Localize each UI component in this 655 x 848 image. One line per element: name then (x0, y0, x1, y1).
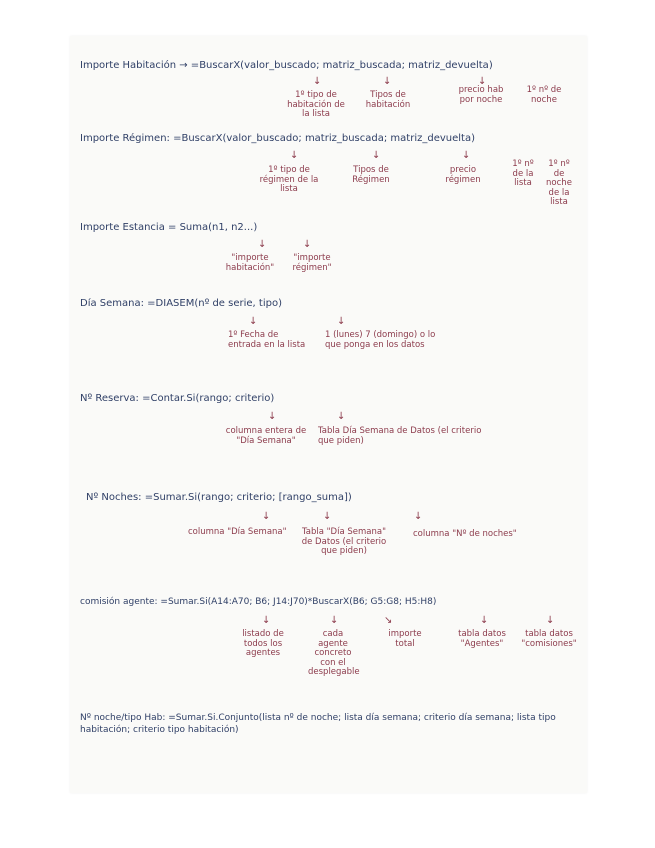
arrow-down-icon: ↓ (268, 411, 277, 422)
formula-comision-agente: comisión agente: =Sumar.Si(A14:A70; B6; J14:J70)*BuscarX(B6; G5:G8; H5:H8) (80, 597, 437, 607)
note-weekday-range: 1 (lunes) 7 (domingo) o lo que ponga en los datos (325, 330, 436, 350)
formula-dia-semana: Día Semana: =DIASEM(nº de serie, tipo) (80, 298, 282, 309)
arrow-down-icon: ↓ (303, 239, 312, 250)
note-weekday-column-2: columna "Día Semana" (188, 527, 287, 537)
note-nights-column: columna "Nº de noches" (413, 529, 517, 539)
arrow-down-icon: ↓ (330, 615, 339, 626)
arrow-down-icon: ↓ (462, 150, 471, 161)
note-total-amount: importe total (388, 629, 422, 649)
arrow-down-icon: ↓ (258, 239, 267, 250)
arrow-down-icon: ↓ (337, 316, 346, 327)
note-room-price: precio hab por noche (458, 85, 504, 105)
arrow-down-icon: ↓ (249, 316, 258, 327)
note-commissions-table: tabla datos "comisiones" (521, 629, 577, 649)
arrow-down-icon: ↓ (478, 76, 487, 87)
formula-num-noches: Nº Noches: =Sumar.Si(rango; criterio; [rango_suma]) (86, 492, 352, 503)
arrow-down-icon: ↓ (313, 76, 322, 87)
formula-importe-estancia: Importe Estancia = Suma(n1, n2...) (80, 222, 258, 233)
note-agent-dropdown: cada agente concreto con el desplegable (308, 629, 360, 678)
arrow-down-icon: ↓ (337, 411, 346, 422)
note-agents-table: tabla datos "Agentes" (458, 629, 506, 649)
arrow-down-icon: ↓ (290, 150, 299, 161)
note-first-list-number: 1º nº de la lista (512, 159, 534, 189)
note-regimen-types: Tipos de Régimen (352, 165, 390, 185)
note-weekday-table-2: Tabla "Día Semana" de Datos (el criterio que piden) (301, 527, 387, 557)
handwritten-notes-paper (70, 36, 587, 793)
note-first-room-type: 1º tipo de habitación de la lista (287, 90, 345, 120)
formula-importe-habitacion: Importe Habitación → =BuscarX(valor_buscado; matriz_buscada; matriz_devuelta) (80, 60, 493, 71)
arrow-down-icon: ↓ (323, 511, 332, 522)
arrow-down-icon: ↓ (262, 615, 271, 626)
arrow-down-icon: ↓ (414, 511, 423, 522)
note-entry-date: 1º Fecha de entrada en la lista (228, 330, 306, 350)
arrow-down-icon: ↘ (384, 615, 393, 626)
note-first-regimen-type: 1º tipo de régimen de la lista (259, 165, 319, 195)
formula-noches-tipo-hab: Nº noche/tipo Hab: =Sumar.Si.Conjunto(lista nº de noche; lista día semana; criterio día semana; lista tipo habitación; criterio tipo habitación) (80, 713, 556, 736)
formula-num-reserva: Nº Reserva: =Contar.Si(rango; criterio) (80, 393, 275, 404)
note-agents-list: listado de todos los agentes (242, 629, 284, 659)
note-regimen-price: precio régimen (445, 165, 481, 185)
arrow-down-icon: ↓ (546, 615, 555, 626)
arrow-down-icon: ↓ (383, 76, 392, 87)
arrow-down-icon: ↓ (262, 511, 271, 522)
note-weekday-column: columna entera de "Día Semana" (225, 426, 307, 446)
note-regimen-amount: "importe régimen" (292, 253, 332, 273)
note-room-amount: "importe habitación" (225, 253, 275, 273)
arrow-down-icon: ↓ (480, 615, 489, 626)
note-nights: 1º nº de noche (526, 85, 562, 105)
note-weekday-table: Tabla Día Semana de Datos (el criterio que piden) (318, 426, 482, 446)
arrow-down-icon: ↓ (372, 150, 381, 161)
note-room-types: Tipos de habitación (365, 90, 411, 110)
formula-importe-regimen: Importe Régimen: =BuscarX(valor_buscado; matriz_buscada; matriz_devuelta) (80, 133, 475, 144)
note-night-number: 1º nº de noche de la lista (546, 159, 572, 208)
